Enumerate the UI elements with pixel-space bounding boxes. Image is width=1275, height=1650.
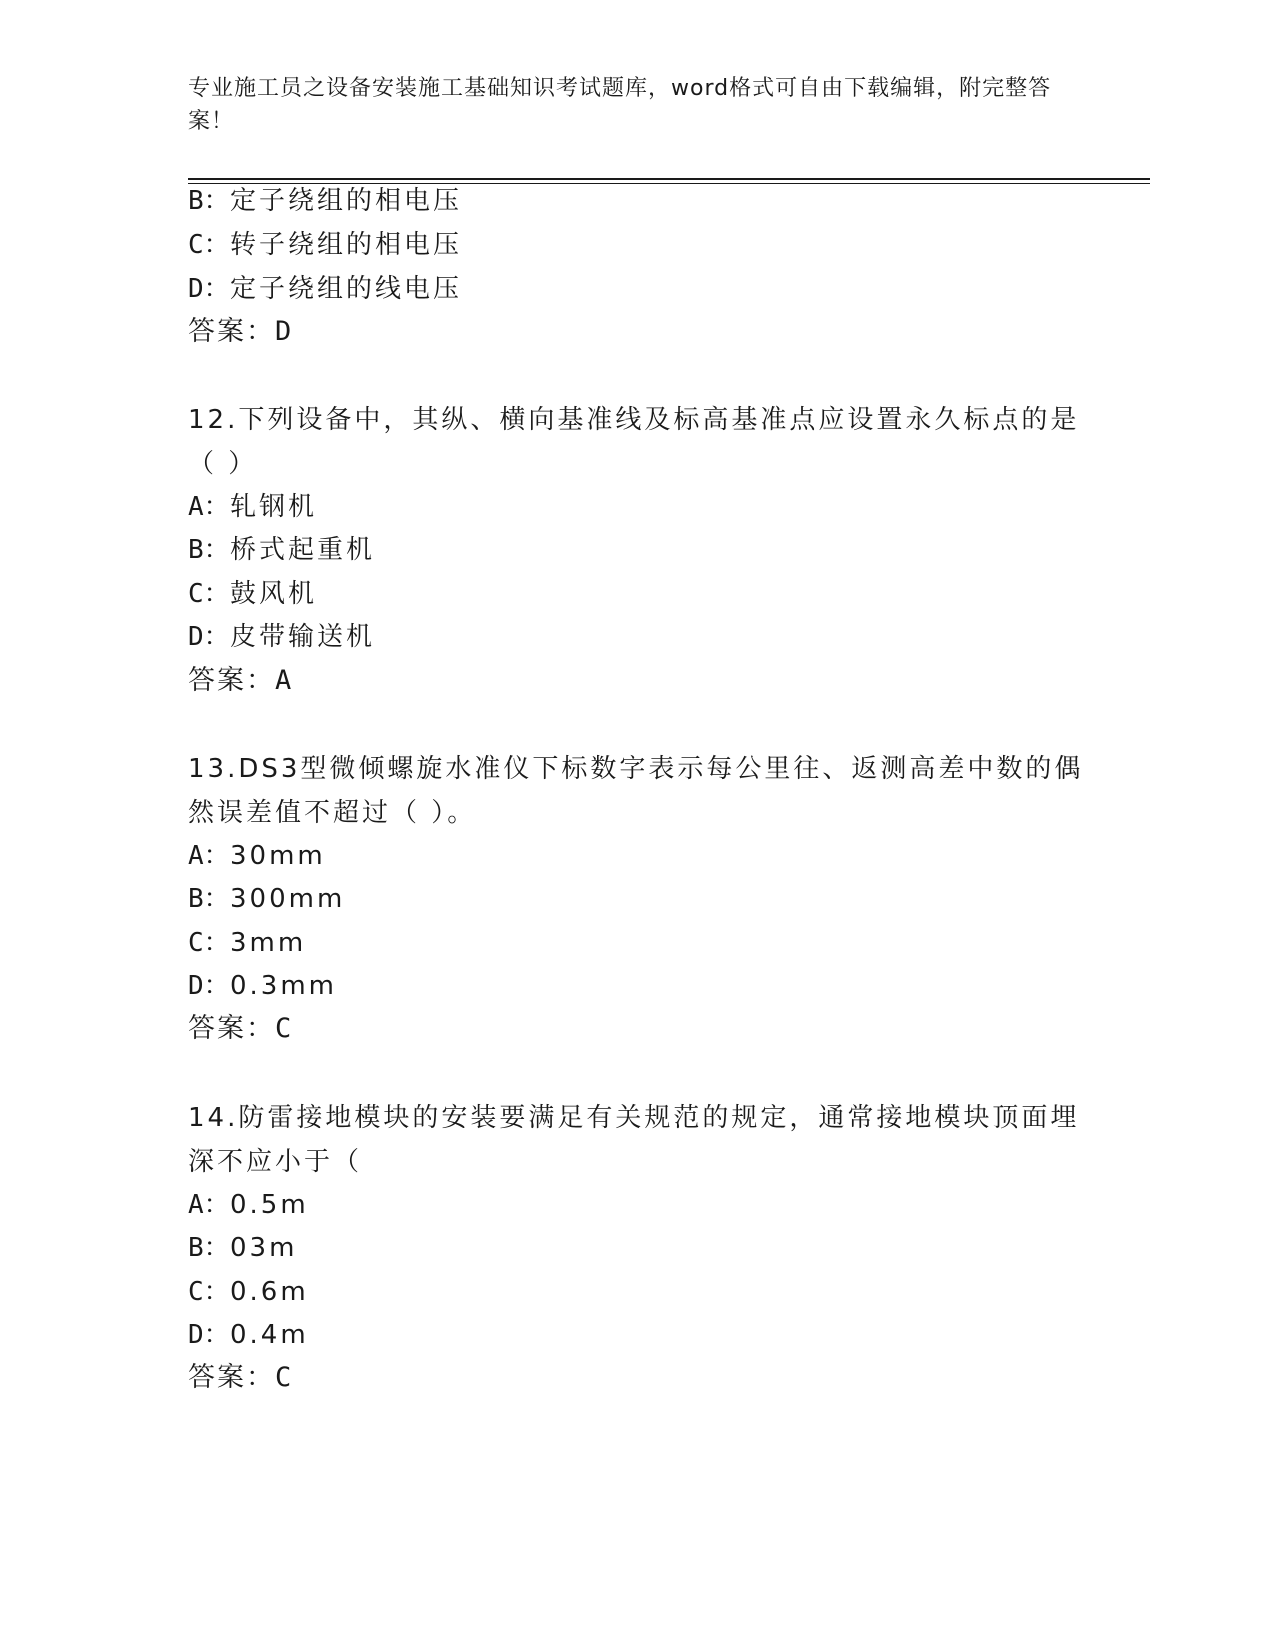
answer-label: 答案： <box>188 316 275 347</box>
option-text: 定子绕组的线电压 <box>230 274 463 304</box>
option-d <box>188 272 462 306</box>
option-letter: B： <box>188 884 230 914</box>
option-text: 0.6m <box>230 1277 309 1307</box>
option-text: 桥式起重机 <box>230 535 376 565</box>
option-letter: D： <box>188 971 230 1001</box>
option-d <box>188 620 375 654</box>
answer-value: C <box>275 1013 294 1044</box>
header-divider <box>188 178 1150 180</box>
option-letter: A： <box>188 492 230 522</box>
option-letter: B： <box>188 186 230 216</box>
option-c <box>188 228 462 262</box>
option-b <box>188 184 462 218</box>
option-letter: C： <box>188 928 230 958</box>
option-text: 定子绕组的相电压 <box>230 186 463 216</box>
option-letter: B： <box>188 1233 230 1263</box>
option-letter: A： <box>188 1190 230 1220</box>
option-d <box>188 1318 309 1352</box>
option-letter: D： <box>188 622 230 652</box>
option-text: 轧钢机 <box>230 492 318 522</box>
option-b <box>188 533 375 567</box>
answer-value: D <box>275 316 294 347</box>
question-12-text: 12.下列设备中，其纵、横向基准线及标高基准点应设置永久标点的是（ ） <box>188 405 1080 479</box>
option-d <box>188 969 337 1003</box>
option-letter: A： <box>188 841 230 871</box>
option-text: 鼓风机 <box>230 579 318 609</box>
option-letter: C： <box>188 230 230 260</box>
option-text: 0.4m <box>230 1320 309 1350</box>
option-letter: C： <box>188 1277 230 1307</box>
option-text: 3mm <box>230 928 307 958</box>
document-header: 专业施工员之设备安装施工基础知识考试题库，word格式可自由下载编辑，附完整答案！ <box>188 76 1052 134</box>
option-letter: D： <box>188 274 230 304</box>
answer-value: C <box>275 1362 294 1393</box>
answer-label: 答案： <box>188 1013 275 1044</box>
question-13-text: 13.DS3型微倾螺旋水准仪下标数字表示每公里往、返测高差中数的偶然误差值不超过（ ）。 <box>188 754 1084 828</box>
question-14-text: 14.防雷接地模块的安装要满足有关规范的规定，通常接地模块顶面埋深不应小于（ <box>188 1103 1080 1177</box>
option-text: 转子绕组的相电压 <box>230 230 463 260</box>
answer-label: 答案： <box>188 665 275 696</box>
option-a <box>188 490 317 524</box>
answer-line <box>188 315 293 349</box>
answer-value: A <box>275 665 294 696</box>
answer-line <box>188 1012 293 1046</box>
option-letter: C： <box>188 579 230 609</box>
answer-line <box>188 664 293 698</box>
option-text: 30mm <box>230 841 326 871</box>
option-a <box>188 839 326 873</box>
option-text: 皮带输送机 <box>230 622 376 652</box>
answer-label: 答案： <box>188 1362 275 1393</box>
option-b <box>188 882 345 916</box>
option-a <box>188 1188 309 1222</box>
option-c <box>188 577 317 611</box>
option-c <box>188 1275 309 1309</box>
option-text: 0.5m <box>230 1190 309 1220</box>
option-c <box>188 926 306 960</box>
option-text: 0.3mm <box>230 971 338 1001</box>
option-b <box>188 1231 297 1265</box>
option-letter: D： <box>188 1320 230 1350</box>
option-letter: B： <box>188 535 230 565</box>
option-text: 03m <box>230 1233 298 1263</box>
answer-line <box>188 1361 293 1395</box>
option-text: 300mm <box>230 884 346 914</box>
